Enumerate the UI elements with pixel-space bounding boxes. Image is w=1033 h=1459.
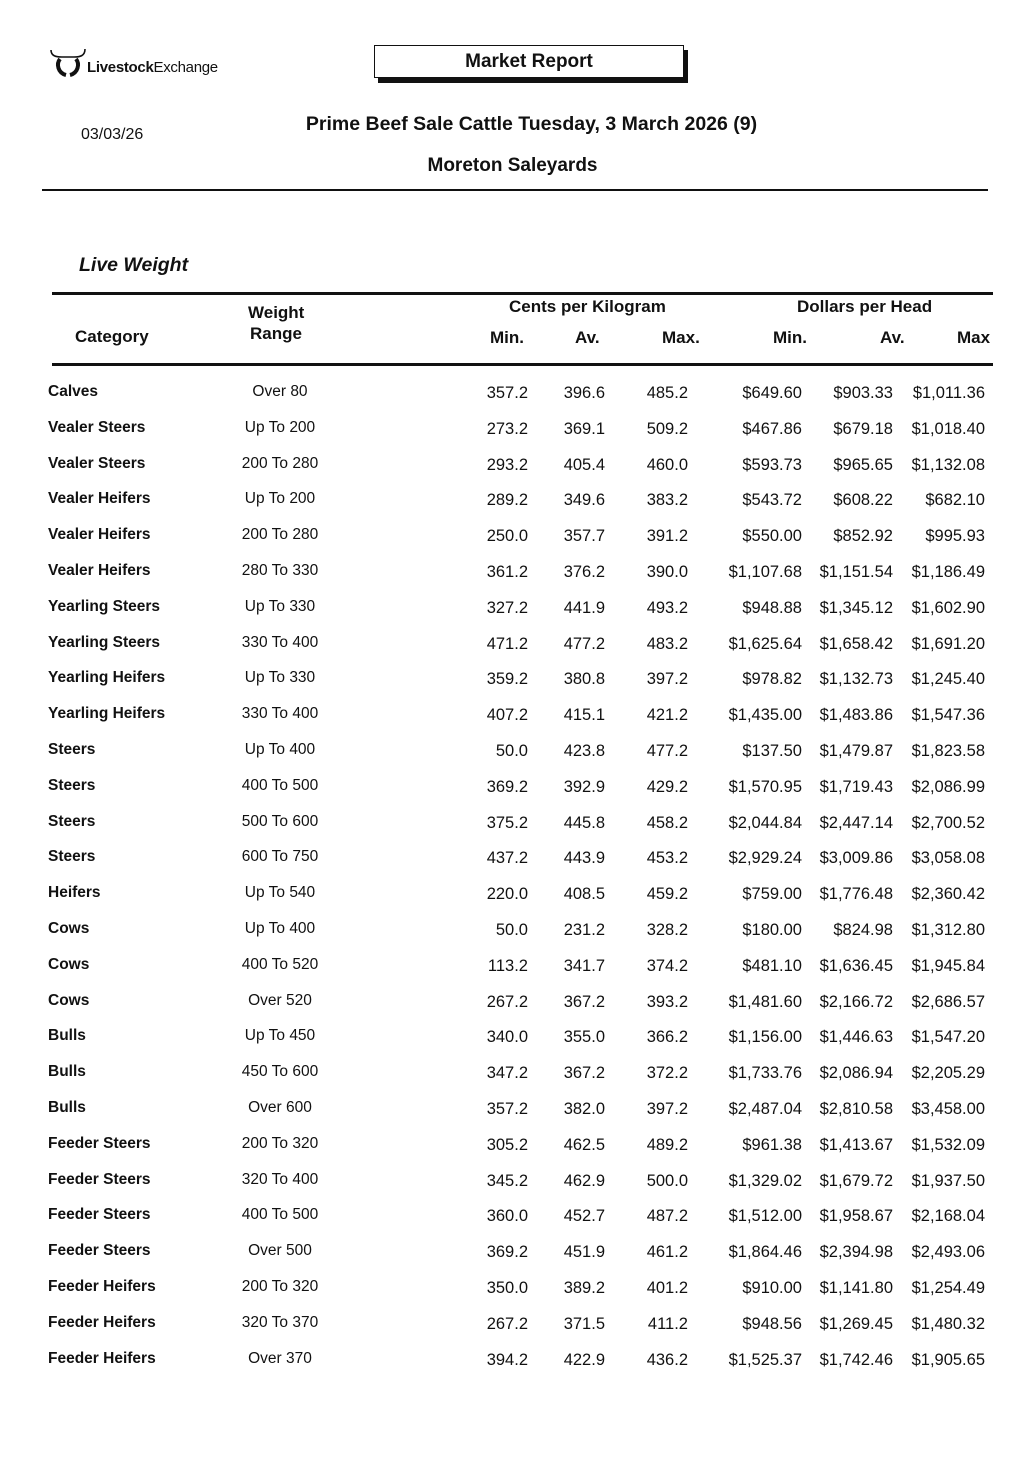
col-header-dmin: Min.: [773, 328, 807, 347]
cents-max-cell: 372.2: [646, 1064, 688, 1083]
dollars-max-cell: $995.93: [925, 527, 985, 546]
cents-av-cell: 441.9: [563, 598, 605, 617]
dollars-min-cell: $593.73: [742, 455, 802, 474]
cents-min-cell: 437.2: [486, 849, 528, 868]
cents-av-cell: 367.2: [563, 992, 605, 1011]
table-row: [0, 455, 1033, 491]
table-row: [0, 1314, 1033, 1350]
cents-av-cell: 408.5: [563, 885, 605, 904]
dollars-min-cell: $2,044.84: [728, 813, 802, 832]
cents-av-cell: 349.6: [563, 491, 605, 510]
table-row: [0, 669, 1033, 705]
cents-min-cell: 267.2: [486, 992, 528, 1011]
dollars-min-cell: $961.38: [742, 1135, 802, 1154]
cents-max-cell: 390.0: [646, 563, 688, 581]
dollars-min-cell: $1,156.00: [728, 1028, 802, 1047]
category-cell: Yearling Heifers: [48, 705, 166, 723]
cents-min-cell: 471.2: [486, 634, 528, 653]
dollars-min-cell: $481.10: [742, 956, 802, 975]
cents-av-cell: 369.1: [563, 419, 605, 438]
weight-range-cell: Over 80: [252, 383, 308, 400]
dollars-max-cell: $1,945.84: [911, 956, 985, 975]
cents-max-cell: 493.2: [646, 598, 688, 617]
dollars-min-cell: $180.00: [742, 921, 802, 939]
category-cell: Vealer Steers: [48, 454, 146, 472]
dollars-av-cell: $2,810.58: [819, 1100, 893, 1118]
dollars-av-cell: $1,151.54: [819, 563, 893, 581]
weight-range-cell: 330 To 400: [241, 705, 319, 723]
category-cell: Steers: [48, 848, 96, 866]
cents-min-cell: 375.2: [486, 813, 528, 832]
cents-max-cell: 489.2: [646, 1135, 688, 1154]
dollars-min-cell: $1,481.60: [728, 992, 802, 1011]
weight-range-cell: 400 To 500: [241, 1206, 319, 1224]
dollars-max-cell: $1,691.20: [911, 634, 985, 653]
cents-av-cell: 423.8: [563, 742, 605, 760]
cents-min-cell: 359.2: [486, 670, 528, 689]
weight-range-cell: Over 600: [248, 1099, 312, 1116]
dollars-av-cell: $1,679.72: [819, 1171, 893, 1190]
dollars-min-cell: $1,525.37: [728, 1350, 802, 1369]
dollars-max-cell: $1,245.40: [911, 670, 985, 689]
cents-min-cell: 347.2: [486, 1064, 528, 1083]
cents-min-cell: 250.0: [486, 527, 528, 546]
cents-av-cell: 477.2: [563, 634, 605, 653]
cents-max-cell: 485.2: [646, 384, 688, 402]
weight-range-cell: 320 To 400: [241, 1170, 319, 1188]
dollars-av-cell: $608.22: [833, 491, 893, 510]
cents-max-cell: 483.2: [646, 634, 688, 653]
category-cell: Bulls: [48, 1027, 86, 1045]
cents-min-cell: 293.2: [486, 455, 528, 474]
cents-max-cell: 366.2: [646, 1028, 688, 1047]
dollars-av-cell: $1,483.86: [819, 706, 893, 725]
cents-av-cell: 415.1: [563, 706, 605, 725]
cents-av-cell: 389.2: [563, 1279, 605, 1297]
report-title: Market Report: [374, 45, 684, 78]
category-cell: Feeder Steers: [48, 1206, 151, 1224]
category-cell: Feeder Steers: [48, 1134, 151, 1152]
table-row: [0, 884, 1033, 920]
cents-min-cell: 394.2: [486, 1350, 528, 1369]
cents-min-cell: 340.0: [486, 1028, 528, 1047]
cents-max-cell: 328.2: [646, 921, 688, 939]
cents-av-cell: 341.7: [563, 956, 605, 975]
dollars-max-cell: $2,700.52: [911, 813, 985, 832]
cents-max-cell: 374.2: [646, 956, 688, 975]
cents-max-cell: 397.2: [646, 670, 688, 689]
table-row: [0, 562, 1033, 598]
cents-min-cell: 50.0: [495, 742, 528, 760]
dollars-max-cell: $1,547.36: [911, 706, 985, 725]
dollars-max-cell: $2,205.29: [911, 1064, 985, 1083]
weight-range-cell: Up To 330: [244, 597, 316, 615]
cents-av-cell: 231.2: [563, 921, 605, 939]
dollars-av-cell: $2,086.94: [819, 1064, 893, 1083]
category-cell: Bulls: [48, 1099, 86, 1116]
dollars-av-cell: $1,446.63: [819, 1028, 893, 1047]
weight-range-cell: 400 To 520: [241, 955, 319, 973]
weight-range-cell: Up To 540: [244, 884, 316, 902]
bull-horns-icon: [48, 46, 88, 78]
cents-min-cell: 350.0: [486, 1279, 528, 1297]
category-cell: Vealer Heifers: [48, 526, 151, 544]
cents-max-cell: 500.0: [646, 1171, 688, 1190]
dollars-av-cell: $3,009.86: [819, 849, 893, 868]
table-row: [0, 383, 1033, 419]
cents-max-cell: 509.2: [646, 419, 688, 438]
cents-min-cell: 327.2: [486, 598, 528, 617]
cents-max-cell: 459.2: [646, 885, 688, 904]
table-row: [0, 1063, 1033, 1099]
cents-av-cell: 357.7: [563, 527, 605, 546]
dollars-min-cell: $910.00: [742, 1279, 802, 1297]
table-row: [0, 490, 1033, 526]
dollars-av-cell: $2,166.72: [819, 992, 893, 1011]
venue-name: Moreton Saleyards: [427, 155, 598, 176]
cents-av-cell: 445.8: [563, 813, 605, 832]
cents-min-cell: 305.2: [486, 1135, 528, 1154]
col-group-cents: Cents per Kilogram: [509, 297, 666, 316]
cents-min-cell: 50.0: [495, 921, 528, 939]
report-date: 03/03/26: [81, 126, 144, 143]
dollars-min-cell: $137.50: [742, 742, 802, 760]
dollars-min-cell: $1,329.02: [728, 1171, 802, 1190]
section-title: Live Weight: [79, 254, 189, 276]
table-row: [0, 526, 1033, 562]
table-row: [0, 1171, 1033, 1207]
cents-av-cell: 396.6: [563, 384, 605, 402]
dollars-av-cell: $1,132.73: [819, 670, 893, 689]
dollars-av-cell: $1,413.67: [819, 1135, 893, 1154]
dollars-min-cell: $649.60: [742, 384, 802, 402]
category-cell: Vealer Heifers: [48, 562, 151, 579]
table-row: [0, 1206, 1033, 1242]
cents-min-cell: 369.2: [486, 777, 528, 796]
dollars-av-cell: $2,447.14: [819, 813, 893, 832]
table-top-rule: [52, 292, 993, 295]
col-header-dav: Av.: [880, 328, 905, 347]
weight-range-cell: Over 370: [248, 1349, 312, 1367]
cents-max-cell: 401.2: [646, 1279, 688, 1297]
dollars-max-cell: $1,018.40: [911, 419, 985, 438]
dollars-av-cell: $1,719.43: [819, 777, 893, 796]
cents-av-cell: 376.2: [563, 563, 605, 581]
table-row: [0, 813, 1033, 849]
category-cell: Yearling Steers: [48, 633, 161, 651]
category-cell: Feeder Heifers: [48, 1278, 156, 1295]
category-cell: Feeder Heifers: [48, 1349, 156, 1367]
sale-subtitle: Prime Beef Sale Cattle Tuesday, 3 March 2026 (9): [305, 113, 758, 135]
logo: [48, 46, 218, 78]
weight-range-cell: Over 520: [248, 991, 312, 1009]
dollars-min-cell: $2,929.24: [728, 849, 802, 868]
dollars-av-cell: $1,479.87: [819, 742, 893, 760]
weight-range-cell: 200 To 320: [241, 1134, 319, 1152]
dollars-min-cell: $1,512.00: [728, 1207, 802, 1226]
cents-max-cell: 487.2: [646, 1207, 688, 1226]
weight-range-cell: Up To 400: [244, 920, 316, 937]
cents-min-cell: 360.0: [486, 1207, 528, 1226]
cents-av-cell: 443.9: [563, 849, 605, 868]
category-cell: Vealer Heifers: [48, 490, 151, 508]
cents-min-cell: 220.0: [486, 885, 528, 904]
dollars-av-cell: $1,269.45: [819, 1314, 893, 1333]
category-cell: Calves: [48, 383, 98, 400]
weight-range-cell: 200 To 280: [241, 526, 319, 544]
dollars-max-cell: $1,480.32: [911, 1314, 985, 1333]
table-row: [0, 1278, 1033, 1314]
category-cell: Cows: [48, 920, 90, 937]
category-cell: Steers: [48, 812, 96, 830]
dollars-max-cell: $1,254.49: [911, 1279, 985, 1297]
cents-max-cell: 453.2: [646, 849, 688, 868]
col-header-cav: Av.: [575, 328, 600, 347]
cents-max-cell: 461.2: [646, 1243, 688, 1262]
col-header-cmax: Max.: [662, 328, 700, 347]
category-cell: Yearling Steers: [48, 597, 161, 615]
dollars-min-cell: $1,625.64: [728, 634, 802, 653]
dollars-max-cell: $3,058.08: [911, 849, 985, 868]
cents-min-cell: 407.2: [486, 706, 528, 725]
table-row: [0, 634, 1033, 670]
weight-range-cell: 320 To 370: [241, 1313, 319, 1331]
cents-max-cell: 477.2: [646, 742, 688, 760]
category-cell: Steers: [48, 741, 96, 758]
weight-range-cell: 280 To 330: [241, 562, 319, 579]
dollars-min-cell: $2,487.04: [728, 1100, 802, 1118]
dollars-av-cell: $1,742.46: [819, 1350, 893, 1369]
dollars-min-cell: $550.00: [742, 527, 802, 546]
cents-min-cell: 369.2: [486, 1243, 528, 1262]
dollars-min-cell: $1,733.76: [728, 1064, 802, 1083]
dollars-min-cell: $759.00: [742, 885, 802, 904]
dollars-max-cell: $2,168.04: [911, 1207, 985, 1226]
cents-max-cell: 391.2: [646, 527, 688, 546]
category-cell: Cows: [48, 955, 90, 973]
weight-range-cell: 200 To 320: [241, 1278, 319, 1295]
dollars-av-cell: $1,636.45: [819, 956, 893, 975]
col-header-range: Range: [250, 324, 302, 343]
cents-min-cell: 345.2: [486, 1171, 528, 1190]
dollars-av-cell: $1,345.12: [819, 598, 893, 617]
table-row: [0, 741, 1033, 777]
cents-min-cell: 357.2: [486, 1100, 528, 1118]
cents-max-cell: 458.2: [646, 813, 688, 832]
weight-range-cell: 500 To 600: [241, 812, 319, 830]
dollars-av-cell: $824.98: [833, 921, 893, 939]
dollars-av-cell: $2,394.98: [819, 1243, 893, 1262]
table-row: [0, 1350, 1033, 1386]
category-cell: Yearling Heifers: [48, 669, 166, 687]
col-header-weight: Weight: [248, 303, 305, 322]
table-row: [0, 920, 1033, 956]
cents-av-cell: 405.4: [563, 455, 605, 474]
cents-min-cell: 357.2: [486, 384, 528, 402]
category-cell: Bulls: [48, 1063, 86, 1081]
cents-max-cell: 397.2: [646, 1100, 688, 1118]
cents-av-cell: 422.9: [563, 1350, 605, 1369]
category-cell: Feeder Steers: [48, 1242, 151, 1260]
table-row: [0, 1242, 1033, 1278]
cents-max-cell: 436.2: [646, 1350, 688, 1369]
dollars-min-cell: $948.56: [742, 1314, 802, 1333]
dollars-max-cell: $2,360.42: [911, 885, 985, 904]
dollars-max-cell: $1,937.50: [911, 1171, 985, 1190]
weight-range-cell: Up To 450: [244, 1027, 316, 1045]
weight-range-cell: Up To 200: [244, 418, 316, 436]
table-row: [0, 705, 1033, 741]
table-header-rule: [52, 363, 993, 366]
header-divider: [42, 189, 988, 191]
dollars-min-cell: $1,435.00: [728, 706, 802, 725]
cents-max-cell: 383.2: [646, 491, 688, 510]
category-cell: Heifers: [48, 884, 101, 902]
table-row: [0, 419, 1033, 455]
cents-min-cell: 361.2: [486, 563, 528, 581]
dollars-max-cell: $2,493.06: [911, 1243, 985, 1262]
category-cell: Cows: [48, 991, 90, 1009]
dollars-av-cell: $679.18: [833, 419, 893, 438]
dollars-av-cell: $1,141.80: [819, 1279, 893, 1297]
cents-av-cell: 380.8: [563, 670, 605, 689]
col-header-cmin: Min.: [490, 328, 524, 347]
table-row: [0, 598, 1033, 634]
cents-max-cell: 460.0: [646, 455, 688, 474]
dollars-min-cell: $948.88: [742, 598, 802, 617]
col-header-dmax: Max: [957, 328, 991, 347]
cents-av-cell: 462.9: [563, 1171, 605, 1190]
dollars-max-cell: $682.10: [925, 491, 985, 510]
cents-av-cell: 451.9: [563, 1243, 605, 1262]
dollars-max-cell: $1,823.58: [911, 742, 985, 760]
dollars-max-cell: $1,547.20: [911, 1028, 985, 1047]
dollars-av-cell: $1,658.42: [819, 634, 893, 653]
weight-range-cell: Over 500: [248, 1242, 312, 1260]
dollars-max-cell: $1,905.65: [911, 1350, 985, 1369]
cents-av-cell: 462.5: [563, 1135, 605, 1154]
dollars-min-cell: $1,570.95: [728, 777, 802, 796]
cents-av-cell: 382.0: [563, 1100, 605, 1118]
category-cell: Feeder Steers: [48, 1170, 151, 1188]
dollars-max-cell: $1,186.49: [911, 563, 985, 581]
cents-max-cell: 411.2: [647, 1314, 688, 1333]
col-header-category: Category: [75, 327, 149, 346]
cents-max-cell: 429.2: [646, 777, 688, 796]
col-group-dollars: Dollars per Head: [797, 297, 933, 316]
dollars-max-cell: $1,011.36: [912, 384, 985, 402]
cents-av-cell: 392.9: [563, 777, 605, 796]
cents-min-cell: 273.2: [486, 419, 528, 438]
dollars-av-cell: $1,958.67: [819, 1207, 893, 1226]
table-row: [0, 1027, 1033, 1063]
dollars-min-cell: $1,864.46: [728, 1243, 802, 1262]
cents-av-cell: 367.2: [563, 1064, 605, 1083]
dollars-min-cell: $1,107.68: [728, 563, 802, 581]
cents-min-cell: 267.2: [486, 1314, 528, 1333]
cents-min-cell: 113.2: [487, 956, 528, 975]
weight-range-cell: 600 To 750: [241, 848, 319, 866]
dollars-av-cell: $903.33: [833, 384, 893, 402]
cents-max-cell: 421.2: [646, 706, 688, 725]
table-row: [0, 777, 1033, 813]
dollars-max-cell: $2,686.57: [911, 992, 985, 1011]
dollars-min-cell: $978.82: [742, 670, 802, 689]
dollars-min-cell: $543.72: [742, 491, 802, 510]
cents-av-cell: 355.0: [563, 1028, 605, 1047]
cents-av-cell: 371.5: [563, 1314, 605, 1333]
table-row: [0, 1135, 1033, 1171]
table-row: [0, 956, 1033, 992]
dollars-max-cell: $1,312.80: [911, 921, 985, 939]
weight-range-cell: Up To 200: [244, 490, 316, 508]
weight-range-cell: Up To 400: [244, 741, 316, 758]
dollars-max-cell: $1,602.90: [911, 598, 985, 617]
category-cell: Feeder Heifers: [48, 1313, 156, 1331]
dollars-min-cell: $467.86: [742, 419, 802, 438]
dollars-av-cell: $1,776.48: [819, 885, 893, 904]
table-row: [0, 1099, 1033, 1135]
category-cell: Steers: [48, 776, 96, 794]
table-row: [0, 992, 1033, 1028]
weight-range-cell: Up To 330: [244, 669, 316, 687]
weight-range-cell: 400 To 500: [241, 776, 319, 794]
dollars-max-cell: $2,086.99: [911, 777, 985, 796]
brand-name: LivestockExchange: [87, 59, 218, 76]
dollars-max-cell: $1,532.09: [911, 1135, 985, 1154]
dollars-max-cell: $1,132.08: [911, 455, 985, 474]
cents-max-cell: 393.2: [646, 992, 688, 1011]
weight-range-cell: 450 To 600: [241, 1063, 319, 1081]
weight-range-cell: 330 To 400: [241, 633, 319, 651]
weight-range-cell: 200 To 280: [241, 454, 319, 472]
dollars-max-cell: $3,458.00: [911, 1100, 985, 1118]
category-cell: Vealer Steers: [48, 418, 146, 436]
cents-min-cell: 289.2: [486, 491, 528, 510]
dollars-av-cell: $965.65: [833, 455, 893, 474]
table-row: [0, 848, 1033, 884]
cents-av-cell: 452.7: [563, 1207, 605, 1226]
dollars-av-cell: $852.92: [833, 527, 893, 546]
